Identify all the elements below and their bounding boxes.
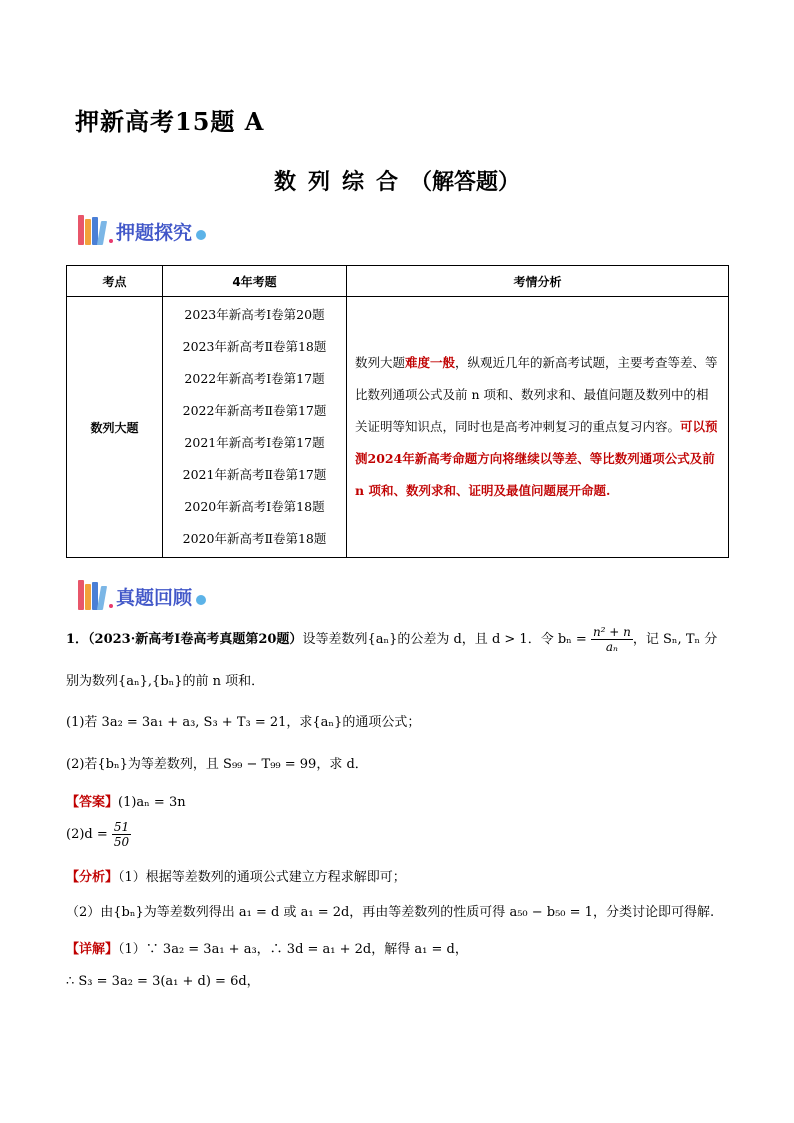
document-subtitle bbox=[0, 165, 794, 196]
fraction-denominator: 50 bbox=[113, 835, 130, 849]
exam-item: 2022年新高考Ⅱ卷第17题 bbox=[182, 403, 327, 418]
analysis-line-2: （2）由{bₙ}为等差数列得出 a₁ = d 或 a₁ = 2d，再由等差数列的性质可得 a₅₀ − b₅₀ = 1，分类讨论即可得解. bbox=[66, 905, 715, 920]
fraction-numerator: 51 bbox=[113, 820, 130, 834]
analysis-text: （1）根据等差数列的通项公式建立方程求解即可； bbox=[118, 870, 406, 885]
exam-item: 2020年新高考Ⅱ卷第18题 bbox=[182, 531, 327, 546]
exam-item: 2021年新高考Ⅰ卷第17题 bbox=[184, 435, 325, 450]
problem-part-2: (2)若{bₙ}为等差数列，且 S₉₉ − T₉₉ = 99，求 d． bbox=[66, 757, 368, 772]
exam-item: 2021年新高考Ⅱ卷第17题 bbox=[182, 467, 327, 482]
table-header-cell: 考情分析 bbox=[347, 266, 729, 297]
answer-line-1 bbox=[66, 793, 186, 813]
analysis-cell bbox=[347, 297, 729, 558]
subtitle-topic: 数列综合 bbox=[273, 169, 410, 195]
fraction bbox=[591, 625, 633, 654]
exam-item: 2023年新高考Ⅰ卷第20题 bbox=[184, 307, 325, 322]
exam-list-cell bbox=[163, 297, 347, 558]
analysis-text: ，纵观近几年的新高考试题，主要考查等差、等比数列通项公式及前 n 项和、数列求和、最值问题及数列中的相关证明等知识点，同时也是高考冲刺复习的重点复习内容。 bbox=[355, 355, 718, 434]
detail-line-1 bbox=[66, 940, 468, 960]
dot-icon bbox=[196, 595, 206, 605]
answer-label: 【答案】 bbox=[66, 795, 119, 810]
detail-label: 【详解】 bbox=[66, 942, 119, 957]
dot-icon bbox=[109, 604, 113, 608]
detail-line-2: ∴ S₃ = 3a₂ = 3(a₁ + d) = 6d， bbox=[66, 974, 260, 989]
subtitle-type: （解答题） bbox=[410, 169, 521, 195]
dot-icon bbox=[196, 230, 206, 240]
document-title: 押新高考15题 A bbox=[75, 107, 265, 136]
problem-intro: 设等差数列{aₙ}的公差为 d，且 d > 1．令 bₙ = bbox=[302, 632, 587, 647]
table-header-cell: 4年考题 bbox=[163, 266, 347, 297]
problem-line-2: 别为数列{aₙ},{bₙ}的前 n 项和． bbox=[66, 674, 265, 689]
dot-icon bbox=[109, 239, 113, 243]
table-header-cell: 考点 bbox=[67, 266, 163, 297]
fraction-denominator: aₙ bbox=[605, 640, 618, 654]
problem-intro-tail: ，记 Sₙ, Tₙ 分 bbox=[632, 632, 718, 647]
analysis-prediction: 可以预测2024年新高考命题方向将继续以等差、等比数列通项公式及前 n 项和、数列求和、证明及最值问题展开命题. bbox=[355, 419, 718, 498]
analysis-line-1 bbox=[66, 868, 406, 888]
analysis-highlight: 难度一般 bbox=[405, 355, 456, 370]
exam-item: 2023年新高考Ⅱ卷第18题 bbox=[182, 339, 327, 354]
detail-text: （1）∵ 3a₂ = 3a₁ + a₃，∴ 3d = a₁ + 2d，解得 a₁ = d， bbox=[118, 942, 468, 957]
problem-number: 1． bbox=[66, 632, 89, 647]
table-row bbox=[67, 297, 729, 558]
books-icon bbox=[78, 215, 105, 245]
table-header-row bbox=[67, 266, 729, 297]
section-header-explore bbox=[78, 215, 206, 245]
topic-cell: 数列大题 bbox=[67, 297, 163, 558]
fraction-numerator: n² + n bbox=[592, 625, 631, 639]
section-header-review bbox=[78, 580, 206, 610]
fraction bbox=[112, 820, 131, 849]
problem-source: （2023·新高考Ⅰ卷高考真题第20题） bbox=[88, 632, 303, 647]
analysis-text: 数列大题 bbox=[355, 355, 406, 370]
analysis-label: 【分析】 bbox=[66, 870, 119, 885]
problem-statement bbox=[66, 625, 736, 654]
books-icon bbox=[78, 580, 105, 610]
exam-table bbox=[66, 265, 729, 558]
section-label: 真题回顾 bbox=[116, 587, 193, 609]
answer-part-2-prefix: (2)d = bbox=[66, 827, 108, 842]
exam-item: 2020年新高考Ⅰ卷第18题 bbox=[184, 499, 325, 514]
problem-part-1: (1)若 3a₂ = 3a₁ + a₃, S₃ + T₃ = 21，求{aₙ}的通项公式； bbox=[66, 715, 421, 730]
section-label: 押题探究 bbox=[116, 222, 193, 244]
answer-line-2 bbox=[66, 820, 131, 849]
answer-part-1: (1)aₙ = 3n bbox=[118, 795, 186, 810]
exam-item: 2022年新高考Ⅰ卷第17题 bbox=[184, 371, 325, 386]
